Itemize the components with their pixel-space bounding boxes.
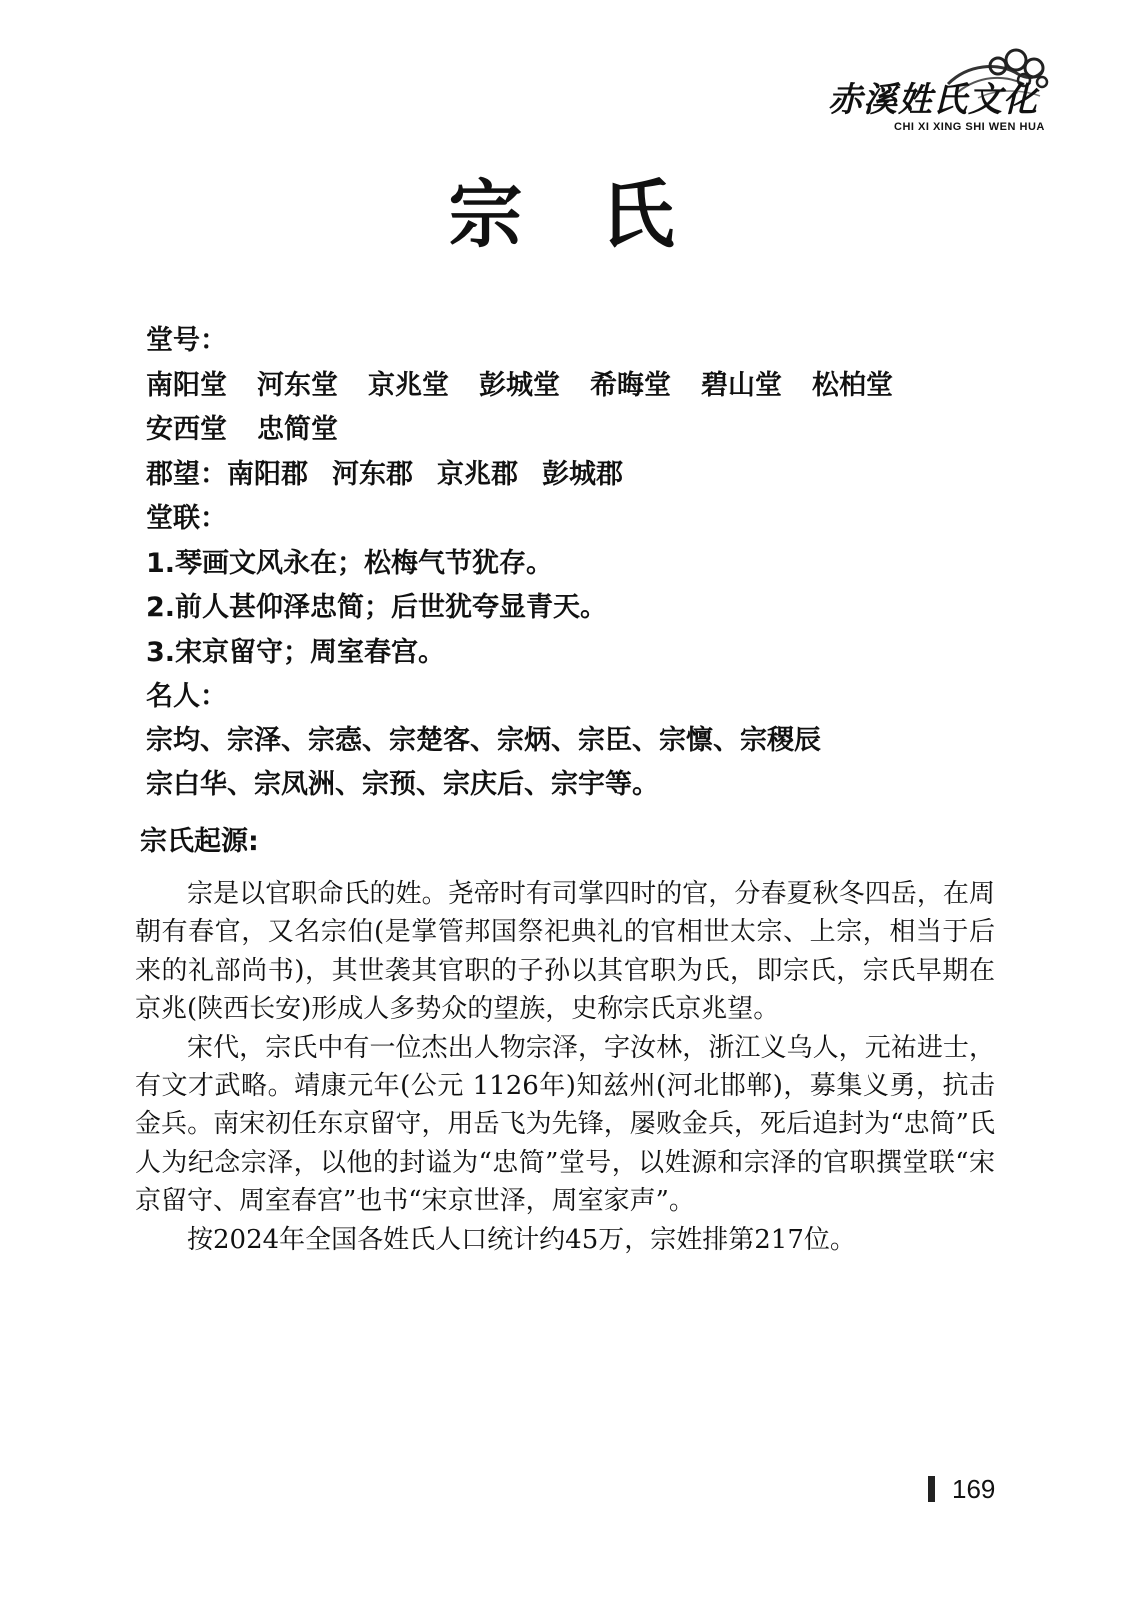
hall-name: 安西堂 — [146, 414, 227, 445]
commandery-name: 南阳郡 — [227, 459, 308, 490]
commandery-name: 彭城郡 — [542, 459, 623, 490]
hall-name: 京兆堂 — [368, 370, 449, 401]
hall-names-row-2 — [146, 413, 368, 447]
page-title: 宗 氏 — [448, 172, 677, 258]
couplet-line: 1.琴画文风永在；松梅气节犹存。 — [146, 548, 554, 579]
hall-name: 希晦堂 — [590, 370, 671, 401]
couplets-label: 堂联： — [146, 503, 227, 534]
hall-name: 松柏堂 — [812, 370, 893, 401]
hall-names-row-1 — [146, 369, 923, 403]
header-logo — [828, 44, 1068, 134]
couplet-line: 2.前人甚仰泽忠简；后世犹夸显青天。 — [146, 592, 608, 623]
page-number: 169 — [952, 1474, 996, 1504]
commandery-name: 京兆郡 — [437, 459, 518, 490]
hall-name: 碧山堂 — [701, 370, 782, 401]
logo-subtitle: CHI XI XING SHI WEN HUA — [894, 121, 1045, 133]
celebrities-label: 名人： — [146, 681, 227, 712]
celebrities-line: 宗均、宗泽、宗悫、宗楚客、宗炳、宗臣、宗懔、宗稷辰 — [146, 725, 821, 756]
hall-name: 忠简堂 — [257, 414, 338, 445]
commanderies-row — [146, 458, 647, 492]
commandery-name: 河东郡 — [332, 459, 413, 490]
page-marker-bar — [928, 1476, 935, 1502]
hall-name: 彭城堂 — [479, 370, 560, 401]
origin-paragraph: 按2024年全国各姓氏人口统计约45万，宗姓排第217位。 — [187, 1224, 856, 1255]
origin-label: 宗氏起源: — [140, 826, 259, 857]
hall-names-label: 堂号： — [146, 325, 227, 356]
origin-paragraph: 宋代，宗氏中有一位杰出人物宗泽，字汝林，浙江义乌人，元祐进士，有文才武略。靖康元年(公元 1126年)知兹州(河北邯郸)，募集义勇，抗击金兵。南宋初任东京留守，用岳飞为先锋，屡败金兵，死后追封为“忠简”氏人为纪念宗泽，以他的封谥为“忠简”堂号，以姓源和宗泽的官职撰堂联“宋京留守、周室春宫”也书“宋京世泽，周室家声”。 — [135, 1032, 995, 1217]
hall-name: 河东堂 — [257, 370, 338, 401]
origin-body — [135, 875, 995, 1259]
celebrities-line: 宗白华、宗凤洲、宗预、宗庆后、宗宇等。 — [146, 769, 659, 800]
hall-name: 南阳堂 — [146, 370, 227, 401]
logo-title: 赤溪姓氏文化 — [828, 80, 1038, 120]
commanderies-label: 郡望： — [146, 459, 227, 490]
couplet-line: 3.宋京留守；周室春宫。 — [146, 637, 446, 668]
origin-paragraph: 宗是以官职命氏的姓。尧帝时有司掌四时的官，分春夏秋冬四岳，在周朝有春官，又名宗伯(是掌管邦国祭祀典礼的官相世太宗、上宗，相当于后来的礼部尚书)，其世袭其官职的子孙以其官职为氏，即宗氏，宗氏早期在京兆(陕西长安)形成人多势众的望族，史称宗氏京兆望。 — [135, 879, 995, 1025]
